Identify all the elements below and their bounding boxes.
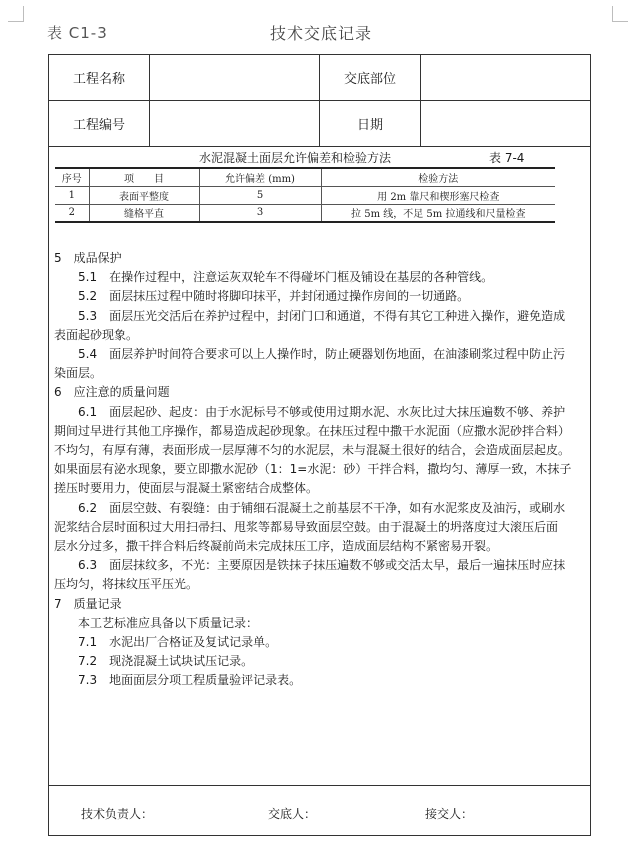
body-line: 搓压时要用力，使面层与混凝土紧密结合成整体。 <box>54 481 319 496</box>
received-by-signature-label: 接交人： <box>425 807 474 821</box>
header-row-project <box>49 55 590 101</box>
column-header-tolerance: 允许偏差 (mm) <box>199 168 321 186</box>
project-name-field[interactable] <box>150 55 320 100</box>
body-line: 6.2 面层空鼓、有裂缝：由于铺细石混凝土之前基层不干净，如有水泥浆皮及油污，或刷水 <box>78 500 566 515</box>
body-line: 5 成品保护 <box>54 251 122 265</box>
row-item: 表面平整度 <box>89 186 199 204</box>
column-header-method: 检验方法 <box>418 173 459 185</box>
body-line: 如果面层有泌水现象，要立即撒水泥砂（1：1=水泥：砂）干拌合料，撒均匀、薄厚一致，木抹子 <box>54 462 572 477</box>
row-item: 缝格平直 <box>89 204 199 222</box>
project-no-field[interactable] <box>150 101 320 146</box>
body-line: 5.1 在操作过程中，注意运灰双轮车不得碰坏门框及铺设在基层的各种管线。 <box>78 270 494 285</box>
tech-lead-signature-label: 技术负责人： <box>81 807 154 821</box>
body-line: 6.3 面层抹纹多，不光：主要原因是铁抹子抹压遍数不够或交活太早，最后一遍抹压时应抹 <box>78 558 566 573</box>
document-title: 技术交底记录 <box>270 24 373 43</box>
record-frame <box>48 54 591 836</box>
body-line: 5.4 面层养护时间符合要求可以上人操作时，防止硬器划伤地面，在油漆刷浆过程中防止污 <box>78 347 566 362</box>
body-line: 不均匀，有厚有薄，表面形成一层厚薄不匀的水泥层，未与混凝土很好的结合，会造成面层起皮。 <box>54 443 571 458</box>
form-code: 表 C1-3 <box>47 24 108 42</box>
page-corner-mark-left <box>8 6 24 22</box>
handover-content <box>54 249 587 691</box>
project-no-label: 工程编号 <box>49 101 150 146</box>
tolerance-table-title: 水泥混凝土面层允许偏差和检验方法 <box>199 151 392 165</box>
date-field[interactable] <box>421 101 590 146</box>
body-line: 6 应注意的质量问题 <box>54 385 170 400</box>
body-line: 5.2 面层抹压过程中随时将脚印抹平，并封闭通过操作房间的一切通路。 <box>78 289 470 304</box>
body-line: 7.3 地面面层分项工程质量验评记录表。 <box>78 673 302 688</box>
table-row <box>55 186 555 204</box>
project-name-label: 工程名称 <box>49 55 150 100</box>
handover-part-label: 交底部位 <box>320 55 421 100</box>
row-method: 用 2m 靠尺和楔形塞尺检查 <box>377 191 500 203</box>
body-line: 5.3 面层压光交活后在养护过程中，封闭门口和通道，不得有其它工种进入操作，避免造成 <box>78 308 566 323</box>
body-line: 6.1 面层起砂、起皮：由于水泥标号不够或使用过期水泥、水灰比过大抹压遍数不够、养护 <box>78 404 566 419</box>
row-tolerance: 3 <box>199 204 321 222</box>
table-row <box>55 204 555 222</box>
row-no: 1 <box>55 186 89 204</box>
body-line: 7 质量记录 <box>54 596 122 611</box>
body-line: 7.1 水泥出厂合格证及复试记录单。 <box>78 635 278 650</box>
row-no: 2 <box>55 204 89 222</box>
body-line: 泥浆结合层时面积过大用扫帚扫、甩浆等都易导致面层空鼓。由于混凝土的坍落度过大滚压后面 <box>54 519 559 534</box>
tolerance-table-header-row <box>55 168 555 186</box>
column-header-no: 序号 <box>55 168 89 186</box>
tolerance-table <box>55 167 555 223</box>
column-header-item: 项 目 <box>89 168 199 186</box>
body-line: 7.2 现浇混凝土试块试压记录。 <box>78 654 254 669</box>
page-corner-mark-right <box>612 6 628 22</box>
row-tolerance: 5 <box>199 186 321 204</box>
tolerance-table-number: 表 7-4 <box>489 151 525 165</box>
date-label: 日期 <box>320 101 421 146</box>
header-row-number <box>49 101 590 147</box>
row-method: 拉 5m 线，不足 5m 拉通线和尺量检查 <box>351 209 526 221</box>
body-line: 染面层。 <box>54 366 103 381</box>
body-line: 层水分过多，撒干拌合料后终凝前尚未完成抹压工序，造成面层结构不紧密易开裂。 <box>54 539 499 554</box>
body-line: 压均匀，将抹纹压平压光。 <box>54 577 199 592</box>
body-line: 表面起砂现象。 <box>54 327 139 342</box>
body-line: 期间过早进行其他工序操作，都易造成起砂现象。在抹压过程中撒干水泥面（应撒水泥砂拌合料） <box>54 423 571 438</box>
body-line: 本工艺标准应具备以下质量记录： <box>78 615 259 630</box>
handover-part-field[interactable] <box>421 55 590 100</box>
signature-divider <box>49 785 590 786</box>
handover-by-signature-label: 交底人： <box>268 807 317 821</box>
